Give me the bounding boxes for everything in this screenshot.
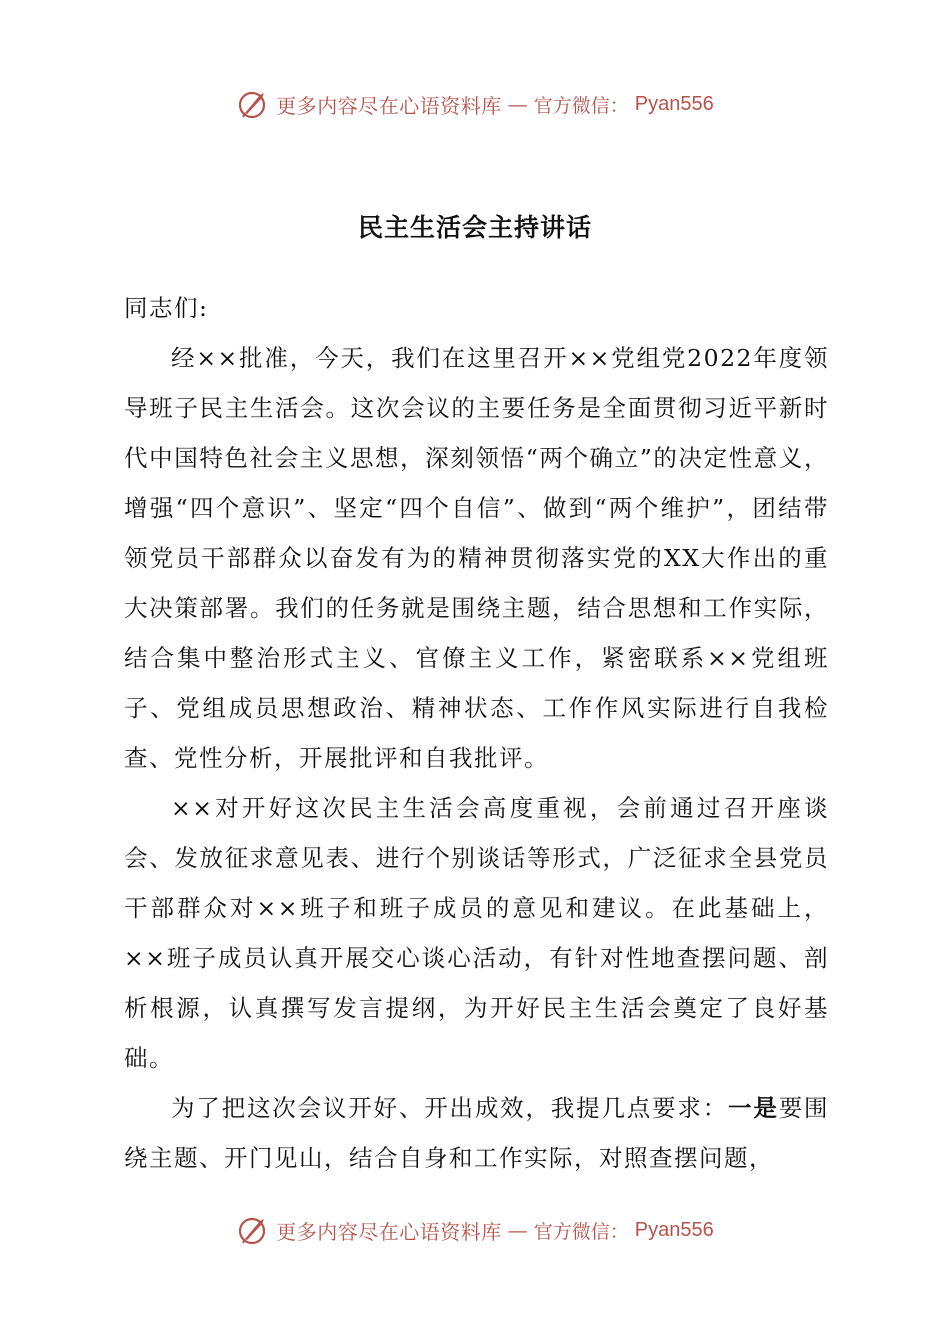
paragraph-3-bold: 一是 — [728, 1094, 779, 1122]
quill-logo-icon — [236, 1213, 270, 1247]
watermark-site-text: 更多内容尽在心语资料库 — [276, 1219, 502, 1244]
document-title: 民主生活会主持讲话 — [357, 213, 592, 242]
document-body — [124, 283, 829, 1183]
watermark-wechat-id: Pyan556 — [634, 92, 714, 115]
paragraph-3-lead: 为了把这次会议开好、开出成效，我提几点要求： — [171, 1094, 729, 1122]
watermark-site-text: 更多内容尽在心语资料库 — [276, 93, 502, 118]
footer-watermark — [0, 1210, 950, 1250]
watermark-wechat-label: 官方微信： — [533, 1220, 629, 1243]
header-watermark — [0, 84, 950, 124]
watermark-wechat-id: Pyan556 — [634, 1218, 714, 1241]
watermark-separator: — — [507, 1218, 528, 1242]
quill-logo-icon — [236, 87, 270, 121]
paragraph-3 — [124, 1083, 829, 1183]
watermark-separator: — — [507, 92, 528, 116]
paragraph-1: 经××批准，今天，我们在这里召开××党组党2022年度领导班子民主生活会。这次会议的主要任务是全面贯彻习近平新时代中国特色社会主义思想，深刻领悟“两个确立”的决定性意义，增强“四个意识”、坚定“四个自信”、做到“两个维护”，团结带领党员干部群众以奋发有为的精神贯彻落实党的XX大作出的重大决策部署。我们的任务就是围绕主题，结合思想和工作实际，结合集中整治形式主义、官僚主义工作，紧密联系××党组班子、党组成员思想政治、精神状态、工作作风实际进行自我检查、党性分析，开展批评和自我批评。 — [124, 344, 829, 772]
paragraph-3-rest: 要围绕主题、开门见山，结合自身和工作实际，对照查摆问题， — [124, 1094, 830, 1172]
paragraph-2: ××对开好这次民主生活会高度重视，会前通过召开座谈会、发放征求意见表、进行个别谈话等形式，广泛征求全县党员干部群众对××班子和班子成员的意见和建议。在此基础上，××班子成员认真开展交心谈心活动，有针对性地查摆问题、剖析根源，认真撰写发言提纲，为开好民主生活会奠定了良好基础。 — [124, 794, 829, 1072]
salutation: 同志们: — [124, 294, 209, 322]
watermark-wechat-label: 官方微信： — [533, 94, 629, 117]
